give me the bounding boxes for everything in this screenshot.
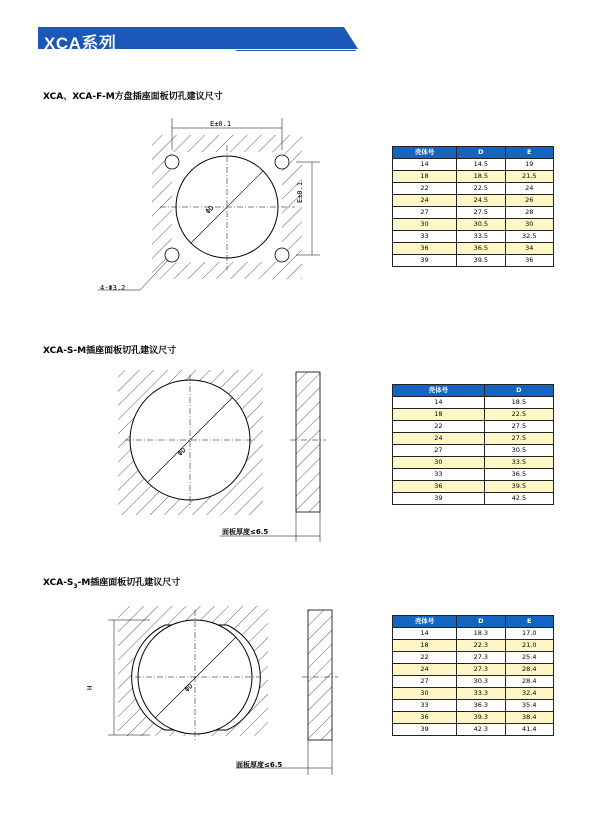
table-cell: 33 (393, 469, 485, 481)
table-row (393, 183, 554, 195)
table-cell: 24 (393, 664, 457, 676)
table-cell: 27.5 (457, 207, 505, 219)
table-cell: 38.4 (505, 712, 553, 724)
table-row (393, 457, 554, 469)
table-cell: 27 (393, 207, 457, 219)
table-cell: 30 (393, 457, 485, 469)
table-cell: 42.3 (457, 724, 505, 736)
table-cell: 30.5 (484, 445, 553, 457)
col-header: D (457, 147, 505, 159)
table-cell: 24 (393, 433, 485, 445)
table-cell: 27 (393, 676, 457, 688)
table-cell: 36.3 (457, 700, 505, 712)
table-cell: 30.3 (457, 676, 505, 688)
table-cell: 27.5 (484, 421, 553, 433)
table-cell: 27.5 (484, 433, 553, 445)
col-header: 壳体号 (393, 385, 485, 397)
table-cell: 27 (393, 445, 485, 457)
table-cell: 33.3 (457, 688, 505, 700)
table-cell: 42.5 (484, 493, 553, 505)
table-cell: 33.5 (484, 457, 553, 469)
table-row (393, 676, 554, 688)
col-header: D (484, 385, 553, 397)
dim-e-side: E±0.1 (296, 181, 304, 203)
col-header: E (505, 147, 553, 159)
dim-e-top: E±0.1 (210, 120, 232, 128)
col-header: D (457, 616, 505, 628)
table-row (393, 219, 554, 231)
col-header: E (505, 616, 553, 628)
table-cell: 18.5 (484, 397, 553, 409)
table-cell: 30 (505, 219, 553, 231)
height-label: H (86, 685, 94, 690)
table-cell: 22 (393, 652, 457, 664)
col-header: 壳体号 (393, 616, 457, 628)
table-cell: 18 (393, 640, 457, 652)
table-row (393, 700, 554, 712)
table-cell: 25.4 (505, 652, 553, 664)
table-row (393, 445, 554, 457)
table-cell: 36 (505, 255, 553, 267)
section2-title: XCA-S-M插座面板切孔建议尺寸 (43, 346, 177, 356)
table-cell: 28.4 (505, 664, 553, 676)
table-cell: 18.3 (457, 628, 505, 640)
drawing3-panel-cutout (108, 606, 338, 775)
table-cell: 14 (393, 397, 485, 409)
table-cell: 39.5 (484, 481, 553, 493)
section1-title: XCA、XCA-F-M方盘插座面板切孔建议尺寸 (43, 92, 223, 102)
table-cell: 35.4 (505, 700, 553, 712)
table-row (393, 409, 554, 421)
table-row (393, 493, 554, 505)
diameter-label-3: ΦD (183, 682, 195, 694)
table-cell: 36 (393, 243, 457, 255)
table-cell: 22 (393, 421, 485, 433)
table-cell: 24 (393, 195, 457, 207)
section3-spec-table (392, 615, 554, 736)
table-cell: 26 (505, 195, 553, 207)
table-cell: 22.3 (457, 640, 505, 652)
table-row (393, 195, 554, 207)
table-row (393, 159, 554, 171)
table-row (393, 171, 554, 183)
table-cell: 17.0 (505, 628, 553, 640)
table-cell: 22 (393, 183, 457, 195)
table-cell: 30 (393, 688, 457, 700)
table-cell: 14.5 (457, 159, 505, 171)
section3-title: XCA-$S_3-M$插座面板切孔建议尺寸 (43, 578, 181, 590)
table-row (393, 664, 554, 676)
table-cell: 28.4 (505, 676, 553, 688)
table-header-row (393, 147, 554, 159)
table-row (393, 421, 554, 433)
table-cell: 32.4 (505, 688, 553, 700)
thickness-label-3: 面板厚度≤6.5 (236, 761, 283, 769)
table-row (393, 255, 554, 267)
drawing2-panel-cutout (118, 370, 326, 542)
section2-spec-table (392, 384, 554, 505)
table-row (393, 397, 554, 409)
table-cell: 39.5 (457, 255, 505, 267)
table-cell: 33 (393, 700, 457, 712)
table-cell: 33.5 (457, 231, 505, 243)
table-cell: 33 (393, 231, 457, 243)
hole-note: 4-Φ3.2 (100, 284, 126, 292)
table-cell: 14 (393, 159, 457, 171)
table-cell: 21.5 (505, 171, 553, 183)
table-cell: 18.5 (457, 171, 505, 183)
table-row (393, 640, 554, 652)
table-row (393, 469, 554, 481)
table-row (393, 688, 554, 700)
table-row (393, 724, 554, 736)
table-cell: 39 (393, 724, 457, 736)
table-row (393, 712, 554, 724)
thickness-label-2: 面板厚度≤6.5 (222, 528, 269, 536)
table-header-row (393, 385, 554, 397)
diameter-label-1: ΦD (204, 204, 216, 216)
table-cell: 24.5 (457, 195, 505, 207)
table-cell: 22.5 (457, 183, 505, 195)
table-cell: 39 (393, 493, 485, 505)
table-cell: 36.5 (457, 243, 505, 255)
table-cell: 18 (393, 409, 485, 421)
section1-spec-table (392, 146, 554, 267)
table-row (393, 481, 554, 493)
table-row (393, 231, 554, 243)
table-cell: 32.5 (505, 231, 553, 243)
table-cell: 22.5 (484, 409, 553, 421)
table-row (393, 628, 554, 640)
table-cell: 30.5 (457, 219, 505, 231)
table-header-row (393, 616, 554, 628)
table-cell: 36 (393, 481, 485, 493)
col-header: 壳体号 (393, 147, 457, 159)
table-cell: 41.4 (505, 724, 553, 736)
table-cell: 39 (393, 255, 457, 267)
table-cell: 34 (505, 243, 553, 255)
table-cell: 30 (393, 219, 457, 231)
table-cell: 19 (505, 159, 553, 171)
table-cell: 27.3 (457, 664, 505, 676)
table-cell: 28 (505, 207, 553, 219)
table-cell: 24 (505, 183, 553, 195)
table-row (393, 243, 554, 255)
table-cell: 39.3 (457, 712, 505, 724)
table-row (393, 433, 554, 445)
table-cell: 18 (393, 171, 457, 183)
page-title: XCA系列 (44, 34, 117, 53)
diameter-label-2: ΦD (176, 446, 188, 458)
table-cell: 36.5 (484, 469, 553, 481)
table-cell: 36 (393, 712, 457, 724)
table-row (393, 207, 554, 219)
table-cell: 21.0 (505, 640, 553, 652)
table-cell: 27.3 (457, 652, 505, 664)
table-cell: 14 (393, 628, 457, 640)
table-row (393, 652, 554, 664)
